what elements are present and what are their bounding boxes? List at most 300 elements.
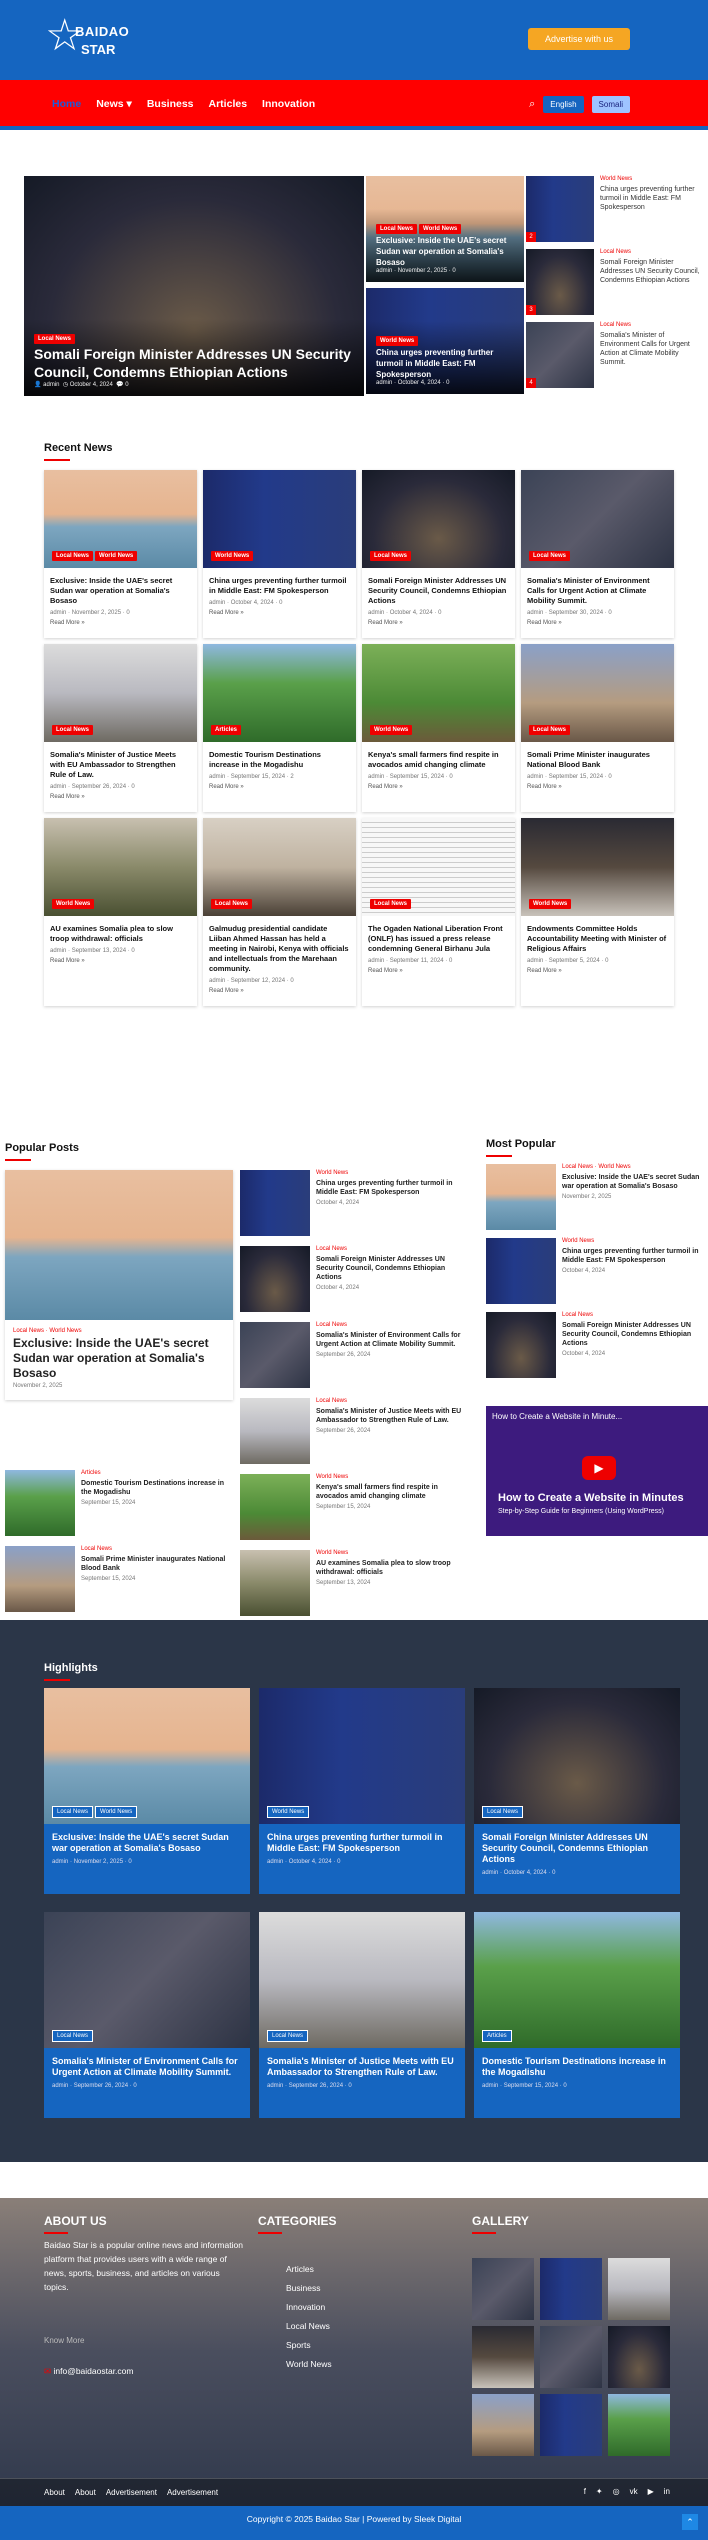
- badge-group: [211, 892, 254, 910]
- nav-news[interactable]: [96, 98, 132, 110]
- comments: 0: [449, 774, 453, 780]
- comment-icon: 💬: [116, 382, 124, 388]
- author: admin: [209, 600, 226, 606]
- thumbnail[interactable]: [44, 1912, 250, 2048]
- category-badge[interactable]: Local News: [267, 2030, 308, 2042]
- badge-group: [211, 718, 243, 736]
- news-card[interactable]: [44, 644, 197, 812]
- gallery-image[interactable]: [472, 2394, 534, 2456]
- thumbnail[interactable]: [486, 1164, 556, 1230]
- story-title[interactable]: Somali Foreign Minister Addresses UN Security Council, Condemns Ethiopian Actions: [368, 576, 507, 605]
- read-more-link[interactable]: Read More »: [527, 784, 562, 790]
- date: September 11, 2024: [389, 958, 444, 964]
- post-meta: admin · September 15, 2024 · 0: [482, 2083, 567, 2089]
- story-title[interactable]: Somalia's Minister of Environment Calls for Urgent Action at Climate Mobility Summit.: [316, 1332, 461, 1348]
- story-title[interactable]: Somalia's Minister of Justice Meets with EU Ambassador to Strengthen Rule of Law.: [267, 2056, 454, 2077]
- youtube-icon[interactable]: ▶: [647, 2487, 654, 2496]
- category-badge[interactable]: World News: [52, 899, 94, 909]
- date: September 15, 2024: [81, 1576, 136, 1582]
- category-badge[interactable]: Local News: [34, 334, 75, 344]
- news-card[interactable]: [203, 644, 356, 812]
- news-card[interactable]: [44, 818, 197, 1006]
- post-meta: admin · October 4, 2024 · 0: [368, 610, 442, 616]
- comments: 0: [448, 958, 453, 964]
- read-more-link[interactable]: Read More »: [368, 784, 403, 790]
- footer-category-link[interactable]: Local News: [286, 2321, 330, 2331]
- story-title[interactable]: Endowments Committee Holds Accountability Meeting with Minister of Religious Affairs: [527, 924, 667, 953]
- news-card[interactable]: [362, 644, 515, 812]
- comments: 0: [608, 610, 612, 616]
- footer-link-advertisement[interactable]: Advertisement: [166, 2488, 219, 2497]
- list-item[interactable]: [526, 322, 700, 395]
- list-item[interactable]: [486, 1238, 708, 1310]
- author: admin: [50, 610, 67, 616]
- badge-group: [52, 892, 96, 910]
- date: September 15, 2024: [503, 2083, 559, 2089]
- list-item[interactable]: [486, 1312, 708, 1384]
- thumbnail[interactable]: [5, 1546, 75, 1612]
- gallery-image[interactable]: [540, 2258, 602, 2320]
- list-item[interactable]: [5, 1546, 235, 1616]
- clock-icon: ◷: [62, 382, 69, 388]
- site-header: [0, 0, 708, 80]
- news-card[interactable]: [203, 818, 356, 1006]
- twitter-icon[interactable]: ✦: [595, 2487, 603, 2496]
- footer-categories-title: CATEGORIES: [258, 2214, 336, 2234]
- read-more-link[interactable]: Read More »: [50, 620, 85, 626]
- story-title[interactable]: Somalia's Minister of Environment Calls for Urgent Action at Climate Mobility Summit.: [52, 2056, 238, 2077]
- category-badge[interactable]: World News: [95, 1806, 137, 1818]
- date: October 4, 2024: [389, 610, 433, 616]
- nav-innovation[interactable]: Innovation: [262, 98, 316, 110]
- nav-news-label: News: [96, 98, 124, 110]
- advertise-button[interactable]: Advertise with us: [528, 28, 630, 50]
- story-title[interactable]: The Ogaden National Liberation Front (ONLF) has issued a press release condemning General Birhanu Jula: [368, 924, 503, 953]
- date: October 4, 2024: [503, 1870, 547, 1876]
- gallery-image[interactable]: [608, 2326, 670, 2388]
- post-meta: admin · September 30, 2024 · 0: [527, 610, 612, 616]
- thumbnail[interactable]: [526, 249, 594, 315]
- scroll-to-top-icon[interactable]: ⌃: [682, 2514, 698, 2530]
- category-label[interactable]: Local News: [81, 1546, 113, 1552]
- story-title[interactable]: Kenya's small farmers find respite in avocados amid changing climate: [368, 750, 499, 769]
- category-badge[interactable]: World News: [370, 725, 412, 735]
- footer-category-link[interactable]: Articles: [286, 2264, 314, 2274]
- story-title[interactable]: China urges preventing further turmoil in Middle East: FM Spokesperson: [376, 348, 494, 379]
- story-title[interactable]: Exclusive: Inside the UAE's secret Sudan war operation at Somalia's Bosaso: [50, 576, 173, 605]
- story-title[interactable]: Exclusive: Inside the UAE's secret Sudan war operation at Somalia's Bosaso: [52, 1832, 229, 1853]
- vk-icon[interactable]: vk: [629, 2487, 638, 2496]
- thumbnail[interactable]: [521, 470, 674, 568]
- nav-business[interactable]: Business: [146, 98, 194, 110]
- thumbnail[interactable]: [259, 1688, 465, 1824]
- category-badge[interactable]: Articles: [211, 725, 241, 735]
- comments: 0: [131, 948, 135, 954]
- story-title[interactable]: China urges preventing further turmoil in Middle East: FM Spokesperson: [600, 186, 695, 211]
- read-more-link[interactable]: Read More »: [50, 794, 85, 800]
- story-title[interactable]: Somalia's Minister of Justice Meets with EU Ambassador to Strengthen Rule of Law.: [50, 750, 176, 779]
- list-item[interactable]: [486, 1164, 708, 1236]
- highlight-card[interactable]: [474, 1688, 680, 1894]
- thumbnail[interactable]: [362, 644, 515, 742]
- author: admin: [368, 774, 385, 780]
- highlights-section: [0, 1620, 708, 2162]
- author: admin: [267, 1859, 284, 1865]
- hero-small-story[interactable]: World News China urges preventing further turmoil in Middle East: FM Spokesperson admin · October 4, 2024 · 0: [366, 288, 524, 394]
- author: admin: [368, 958, 385, 964]
- footer-link-about[interactable]: About: [44, 2488, 65, 2497]
- badge-group: [370, 544, 413, 562]
- story-title[interactable]: China urges preventing further turmoil in Middle East: FM Spokesperson: [209, 576, 347, 595]
- thumbnail[interactable]: [521, 818, 674, 916]
- author: admin: [527, 774, 544, 780]
- story-title[interactable]: Somali Foreign Minister Addresses UN Security Council, Condemns Ethiopian Actions: [316, 1256, 446, 1281]
- footer-category-link[interactable]: World News: [286, 2359, 332, 2369]
- nav-articles[interactable]: Articles: [208, 98, 248, 110]
- hero-title[interactable]: Somali Foreign Minister Addresses UN Security Council, Condemns Ethiopian Actions: [34, 346, 351, 380]
- category-badge[interactable]: Local News: [52, 551, 93, 561]
- rank-number: 4: [526, 378, 536, 388]
- rank-number: 2: [526, 232, 536, 242]
- thumbnail[interactable]: [240, 1474, 310, 1540]
- thumbnail[interactable]: [526, 176, 594, 242]
- date: October 4, 2024: [562, 1351, 606, 1357]
- lang-english-button[interactable]: English: [543, 96, 583, 113]
- category-label[interactable]: World News: [316, 1474, 349, 1480]
- author: admin: [376, 380, 393, 386]
- news-card[interactable]: [362, 470, 515, 638]
- date: November 2, 2025: [562, 1194, 612, 1200]
- read-more-link[interactable]: Read More »: [527, 968, 562, 974]
- hero-small-story[interactable]: Local News World News Exclusive: Inside the UAE's secret Sudan war operation at Somalia's Bosaso admin · November 2, 2025 · 0: [366, 176, 524, 282]
- comments: 0: [608, 774, 612, 780]
- badge-group: [529, 892, 573, 910]
- badge-group: [529, 718, 572, 736]
- story-title[interactable]: Exclusive: Inside the UAE's secret Sudan war operation at Somalia's Bosaso: [13, 1336, 209, 1380]
- highlight-card[interactable]: [44, 1688, 250, 1894]
- category-badge[interactable]: Local News: [211, 899, 252, 909]
- news-card[interactable]: [44, 470, 197, 638]
- category-badge[interactable]: World News: [267, 1806, 309, 1818]
- category-badge[interactable]: World News: [376, 336, 418, 346]
- rank-number: 3: [526, 305, 536, 315]
- category-badge[interactable]: World News: [211, 551, 253, 561]
- read-more-link[interactable]: Read More »: [368, 620, 403, 626]
- story-title[interactable]: Somali Prime Minister inaugurates National Blood Bank: [81, 1556, 226, 1572]
- news-card[interactable]: [521, 470, 674, 638]
- section-title-highlights: Highlights: [44, 1662, 98, 1681]
- list-item[interactable]: [240, 1474, 470, 1544]
- story-title[interactable]: Somalia's Minister of Environment Calls for Urgent Action at Climate Mobility Summit.: [600, 332, 690, 366]
- thumbnail[interactable]: [203, 644, 356, 742]
- gallery-image[interactable]: [608, 2258, 670, 2320]
- thumbnail[interactable]: [240, 1550, 310, 1616]
- story-title[interactable]: Domestic Tourism Destinations increase in the Mogadishu: [209, 750, 321, 769]
- thumbnail[interactable]: [44, 644, 197, 742]
- author: admin: [52, 2083, 69, 2089]
- author: admin: [376, 268, 393, 274]
- category-label[interactable]: Local News: [316, 1398, 348, 1404]
- category-label[interactable]: Local News: [316, 1246, 348, 1252]
- thumbnail[interactable]: [362, 470, 515, 568]
- comments: 0: [446, 380, 450, 386]
- date: September 15, 2024: [81, 1500, 136, 1506]
- news-card[interactable]: [521, 818, 674, 1006]
- thumbnail[interactable]: [240, 1322, 310, 1388]
- list-item[interactable]: [240, 1322, 470, 1392]
- news-card[interactable]: [203, 470, 356, 638]
- category-label[interactable]: World News: [562, 1238, 595, 1244]
- story-title[interactable]: Somalia's Minister of Environment Calls for Urgent Action at Climate Mobility Summit.: [527, 576, 650, 605]
- thumbnail[interactable]: [203, 818, 356, 916]
- play-icon[interactable]: ▶: [582, 1456, 616, 1480]
- post-meta: admin · September 12, 2024 · 0: [209, 978, 294, 984]
- story-title[interactable]: Somali Foreign Minister Addresses UN Security Council, Condemns Ethiopian Actions: [600, 259, 700, 284]
- story-title[interactable]: Kenya's small farmers find respite in avocados amid changing climate: [316, 1484, 438, 1500]
- story-title[interactable]: China urges preventing further turmoil in Middle East: FM Spokesperson: [267, 1832, 443, 1853]
- video-title: How to Create a Website in Minute...: [492, 1412, 623, 1421]
- author: admin: [527, 958, 544, 964]
- site-logo[interactable]: [45, 11, 130, 66]
- story-title[interactable]: Somali Foreign Minister Addresses UN Security Council, Condemns Ethiopian Actions: [562, 1322, 692, 1347]
- comments: 0: [128, 1859, 132, 1865]
- read-more-link[interactable]: Read More »: [368, 968, 403, 974]
- story-title[interactable]: Exclusive: Inside the UAE's secret Sudan war operation at Somalia's Bosaso: [376, 236, 507, 267]
- category-label[interactable]: World News: [316, 1170, 349, 1176]
- list-item[interactable]: [526, 176, 700, 249]
- thumbnail[interactable]: [362, 818, 515, 916]
- footer-category-link[interactable]: Sports: [286, 2340, 311, 2350]
- hero-section: [24, 176, 700, 396]
- author: admin: [482, 2083, 499, 2089]
- thumbnail[interactable]: [486, 1238, 556, 1304]
- gallery-image[interactable]: [472, 2326, 534, 2388]
- list-item[interactable]: [240, 1170, 470, 1240]
- comments: 0: [438, 610, 442, 616]
- date: October 4, 2024: [288, 1859, 332, 1865]
- story-title[interactable]: China urges preventing further turmoil in Middle East: FM Spokesperson: [316, 1180, 453, 1196]
- hero-side-list: [526, 176, 700, 395]
- lang-somali-button[interactable]: Somali: [592, 96, 630, 113]
- badge-group: [529, 544, 572, 562]
- recent-news-grid: [44, 470, 674, 1006]
- date: September 26, 2024: [73, 2083, 129, 2089]
- date: November 2, 2025: [13, 1383, 63, 1389]
- highlight-card[interactable]: [259, 1912, 465, 2118]
- news-card[interactable]: [521, 644, 674, 812]
- thumbnail[interactable]: [521, 644, 674, 742]
- date: October 4, 2024: [316, 1285, 360, 1291]
- badge-group: [52, 2024, 95, 2042]
- facebook-icon[interactable]: f: [583, 2487, 586, 2496]
- story-title[interactable]: AU examines Somalia plea to slow troop withdrawal: officials: [316, 1560, 451, 1576]
- category-badge[interactable]: World News: [419, 224, 461, 234]
- category-label[interactable]: Articles: [81, 1470, 101, 1476]
- story-title[interactable]: Galmudug presidential candidate Liiban Ahmed Hassan has held a meeting in Nairobi, Kenya with officials and intellectuals from the Marehaan community.: [209, 924, 349, 973]
- video-embed[interactable]: [486, 1406, 708, 1536]
- thumbnail[interactable]: [474, 1912, 680, 2048]
- post-meta: admin · September 11, 2024 · 0: [368, 958, 453, 964]
- read-more-link[interactable]: Read More »: [527, 620, 562, 626]
- gallery-image[interactable]: [608, 2394, 670, 2456]
- badge-group: [52, 1800, 139, 1818]
- read-more-link[interactable]: Read More »: [209, 610, 244, 616]
- thumbnail[interactable]: [44, 818, 197, 916]
- category-badge[interactable]: World News: [95, 551, 137, 561]
- category-badge[interactable]: Local News: [482, 1806, 523, 1818]
- popular-featured[interactable]: [5, 1170, 233, 1400]
- thumbnail[interactable]: [474, 1688, 680, 1824]
- thumbnail[interactable]: [44, 1688, 250, 1824]
- thumbnail[interactable]: [44, 470, 197, 568]
- copyright-bar: [0, 2506, 708, 2540]
- section-title-recent: Recent News: [44, 442, 112, 461]
- badge-group: [482, 1800, 525, 1818]
- author: admin: [368, 610, 385, 616]
- gallery-image[interactable]: [540, 2394, 602, 2456]
- post-meta: admin · September 13, 2024 · 0: [50, 948, 135, 954]
- hero-main-story[interactable]: [24, 176, 364, 396]
- post-meta: admin · September 5, 2024 · 0: [527, 958, 609, 964]
- category-badge[interactable]: Local News: [52, 725, 93, 735]
- post-meta: admin · October 4, 2024 · 0: [482, 1870, 556, 1876]
- section-title-popular: Popular Posts: [5, 1142, 79, 1161]
- category-label[interactable]: Local News: [316, 1322, 348, 1328]
- category-label[interactable]: Local News · World News: [562, 1164, 631, 1170]
- date: September 26, 2024: [316, 1428, 371, 1434]
- thumbnail[interactable]: [240, 1170, 310, 1236]
- category-badge[interactable]: Articles: [482, 2030, 512, 2042]
- story-title[interactable]: Somali Foreign Minister Addresses UN Security Council, Condemns Ethiopian Actions: [482, 1832, 649, 1864]
- comments: 0: [131, 784, 135, 790]
- site-footer: [0, 2198, 708, 2540]
- read-more-link[interactable]: Read More »: [209, 988, 244, 994]
- author: admin: [50, 948, 67, 954]
- post-meta: admin · October 4, 2024 · 0: [267, 1859, 341, 1865]
- news-card[interactable]: [362, 818, 515, 1006]
- post-meta: admin · September 26, 2024 · 0: [52, 2083, 137, 2089]
- category-label[interactable]: World News: [600, 176, 633, 182]
- date: September 13, 2024: [316, 1580, 371, 1586]
- category-badge[interactable]: Local News: [376, 224, 417, 234]
- gallery-image[interactable]: [540, 2326, 602, 2388]
- instagram-icon[interactable]: ◎: [612, 2487, 620, 2496]
- highlight-card[interactable]: [474, 1912, 680, 2118]
- date: October 4, 2024: [397, 380, 441, 386]
- user-icon: 👤: [34, 382, 42, 388]
- footer-email[interactable]: [44, 2366, 133, 2377]
- category-badge[interactable]: Local News: [52, 2030, 93, 2042]
- email-text: info@baidaostar.com: [53, 2366, 134, 2376]
- footer-link-about[interactable]: About: [74, 2488, 96, 2497]
- thumbnail[interactable]: [526, 322, 594, 388]
- linkedin-icon[interactable]: in: [663, 2487, 670, 2496]
- story-title[interactable]: Somali Prime Minister inaugurates National Blood Bank: [527, 750, 650, 769]
- comments: 0: [552, 1870, 556, 1876]
- author: admin: [50, 784, 67, 790]
- thumbnail[interactable]: [259, 1912, 465, 2048]
- list-item[interactable]: [240, 1398, 470, 1468]
- thumbnail[interactable]: [240, 1398, 310, 1464]
- date: September 30, 2024: [548, 610, 604, 616]
- category-label[interactable]: Local News: [600, 249, 632, 255]
- date: September 5, 2024: [548, 958, 600, 964]
- footer-category-link[interactable]: Innovation: [286, 2302, 326, 2312]
- comments: 0: [452, 268, 456, 274]
- category-label[interactable]: Local News · World News: [13, 1328, 82, 1334]
- date: September 15, 2024: [316, 1504, 371, 1510]
- thumbnail[interactable]: [5, 1170, 233, 1320]
- post-meta: admin · October 4, 2024 · 0: [209, 600, 283, 606]
- category-badge[interactable]: Local News: [529, 725, 570, 735]
- footer-gallery-title: GALLERY: [472, 2214, 529, 2234]
- badge-group: [370, 892, 413, 910]
- footer-category-link[interactable]: Business: [286, 2283, 321, 2293]
- know-more-link[interactable]: Know More: [44, 2336, 85, 2345]
- footer-link-advertisement[interactable]: Advertisement: [105, 2488, 157, 2497]
- story-title[interactable]: China urges preventing further turmoil in Middle East: FM Spokesperson: [562, 1248, 699, 1264]
- post-meta: admin · November 2, 2025 · 0: [50, 610, 130, 616]
- nav-home[interactable]: Home: [52, 98, 82, 110]
- category-badge[interactable]: Local News: [370, 551, 411, 561]
- category-badge[interactable]: World News: [529, 899, 571, 909]
- list-item[interactable]: [5, 1470, 235, 1540]
- post-meta: admin · September 26, 2024 · 0: [50, 784, 135, 790]
- category-badge[interactable]: Local News: [529, 551, 570, 561]
- story-title[interactable]: AU examines Somalia plea to slow troop withdrawal: officials: [50, 924, 173, 943]
- date: September 26, 2024: [288, 2083, 344, 2089]
- story-title[interactable]: Domestic Tourism Destinations increase in the Mogadishu: [482, 2056, 666, 2077]
- gallery-image[interactable]: [472, 2258, 534, 2320]
- logo-line2: STAR: [81, 42, 116, 57]
- date: November 2, 2025: [73, 1859, 124, 1865]
- chevron-down-icon: ▾: [126, 98, 132, 110]
- category-label[interactable]: World News: [316, 1550, 349, 1556]
- comments: 2: [290, 774, 294, 780]
- highlight-card[interactable]: [259, 1688, 465, 1894]
- category-badge[interactable]: Local News: [52, 1806, 93, 1818]
- category-badge[interactable]: Local News: [370, 899, 411, 909]
- badge-group: [52, 544, 139, 562]
- list-item[interactable]: [240, 1550, 470, 1620]
- date: September 15, 2024: [389, 774, 445, 780]
- category-label[interactable]: Local News: [562, 1312, 594, 1318]
- thumbnail[interactable]: [240, 1246, 310, 1312]
- badge-group: [267, 1800, 311, 1818]
- date: September 13, 2024: [71, 948, 127, 954]
- list-item[interactable]: [240, 1246, 470, 1316]
- comments: 0: [125, 382, 129, 388]
- list-item[interactable]: [526, 249, 700, 322]
- search-icon[interactable]: ⌕: [529, 98, 536, 110]
- comments: 0: [563, 2083, 567, 2089]
- date: October 4, 2024: [562, 1268, 606, 1274]
- story-title[interactable]: Somalia's Minister of Justice Meets with EU Ambassador to Strengthen Rule of Law.: [316, 1408, 462, 1424]
- post-meta: admin · September 26, 2024 · 0: [267, 2083, 352, 2089]
- author: admin: [209, 774, 226, 780]
- story-title[interactable]: Exclusive: Inside the UAE's secret Sudan war operation at Somalia's Bosaso: [562, 1174, 700, 1190]
- highlight-card[interactable]: [44, 1912, 250, 2118]
- story-title[interactable]: Domestic Tourism Destinations increase in the Mogadishu: [81, 1480, 225, 1496]
- thumbnail[interactable]: [203, 470, 356, 568]
- thumbnail[interactable]: [486, 1312, 556, 1378]
- read-more-link[interactable]: Read More »: [50, 958, 85, 964]
- category-label[interactable]: Local News: [600, 322, 632, 328]
- comments: 0: [348, 2083, 352, 2089]
- post-meta: admin · November 2, 2025 · 0: [52, 1859, 132, 1865]
- read-more-link[interactable]: Read More »: [209, 784, 244, 790]
- thumbnail[interactable]: [5, 1470, 75, 1536]
